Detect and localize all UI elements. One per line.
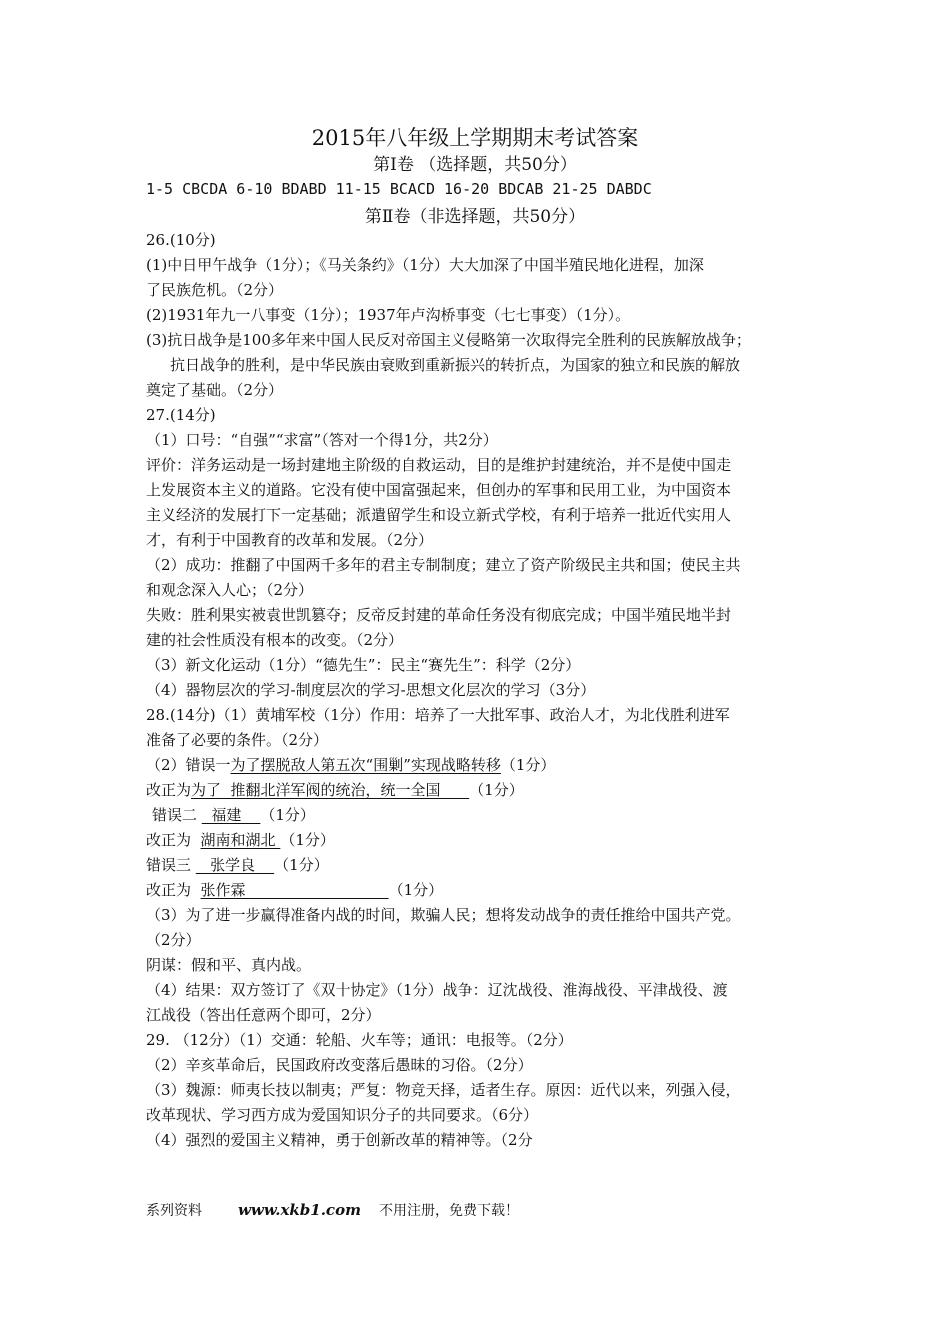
text-line: 改革现状、学习西方成为爱国知识分子的共同要求。（6分）: [146, 1106, 539, 1124]
text-line: （4）结果：双方签订了《双十协定》（1分）战争：辽沈战役、淮海战役、平津战役、渡: [146, 981, 728, 999]
text-line: 阴谋：假和平、真内战。: [146, 956, 312, 974]
label: 错误三: [146, 856, 196, 874]
text-line: 评价：洋务运动是一场封建地主阶级的自救运动，目的是维护封建统治，并不是使中国走: [146, 456, 732, 474]
text-line: 江战役（答出任意两个即可，2分）: [146, 1006, 381, 1024]
underlined-answer: 张作霖: [200, 881, 389, 899]
text-line: (3)抗日战争是100多年来中国人民反对帝国主义侵略第一次取得完全胜利的民族解放战争；: [146, 331, 751, 349]
q28-error-three: [146, 855, 329, 875]
footer-site: www.xkb1.com: [238, 1201, 361, 1219]
text-line: 26.(10分): [146, 231, 216, 249]
text-line: 才，有利于中国教育的改革和发展。（2分）: [146, 531, 434, 549]
text-line: （4）强烈的爱国主义精神，勇于创新改革的精神等。（2分: [146, 1131, 533, 1149]
label: 改正为: [146, 781, 192, 799]
underlined-answer: 张学良: [195, 856, 275, 874]
text-line: （4）器物层次的学习-制度层次的学习-思想文化层次的学习（3分）: [146, 681, 596, 699]
text-line: （2）辛亥革命后，民国政府改变落后愚昧的习俗。（2分）: [146, 1056, 533, 1074]
label: （2）错误一: [146, 756, 231, 774]
part2-heading: 第Ⅱ卷（非选择题，共50分）: [364, 207, 586, 227]
label: 错误二: [152, 806, 202, 824]
q28-error-one: [146, 755, 555, 775]
text-line: 上发展资本主义的道路。它没有使中国富强起来，但创办的军事和民用工业，为中国资本: [146, 481, 732, 499]
text-line: (2)1931年九一八事变（1分）；1937年卢沟桥事变（七七事变）（1分）。: [146, 306, 631, 324]
text-line: 奠定了基础。（2分）: [146, 381, 284, 399]
score: （1分）: [274, 856, 329, 874]
underlined-answer: 为了摆脱敌人第五次“围剿”实现战略转移: [230, 756, 501, 774]
text-line: (1)中日甲午战争（1分）；《马关条约》（1分）大大加深了中国半殖民地化进程，加深: [146, 256, 704, 274]
score: （1分）: [280, 831, 335, 849]
score: （1分）: [388, 881, 444, 899]
label: 改正为: [146, 881, 201, 899]
text-line: 了民族危机。（2分）: [146, 281, 284, 299]
text-line: 28.(14分)（1）黄埔军校（1分）作用：培养了一大批军事、政治人才，为北伐胜利进军: [146, 706, 730, 724]
text-line: 抗日战争的胜利，是中华民族由衰败到重新振兴的转折点，为国家的独立和民族的解放: [170, 356, 741, 374]
page-footer: [146, 1200, 519, 1220]
underlined-answer: 湖南和湖北: [200, 831, 281, 849]
q28-fix-three: [146, 880, 443, 900]
text-line: （1）口号：“自强”“求富”（答对一个得1分，共2分）: [146, 431, 498, 449]
text-line: 失败：胜利果实被袁世凯篡夺；反帝反封建的革命任务没有彻底完成；中国半殖民地半封: [146, 606, 732, 624]
text-line: 准备了必要的条件。（2分）: [146, 731, 329, 749]
underlined-answer: 为了 推翻北洋军阀的统治，统一全国: [191, 781, 470, 799]
text-line: （3）魏源：师夷长技以制夷；严复：物竞天择，适者生存。原因：近代以来，列强入侵，: [146, 1081, 741, 1099]
text-line: 和观念深入人心；（2分）: [146, 581, 314, 599]
part1-heading: 第Ⅰ卷 （选择题，共50分）: [373, 155, 577, 175]
q28-fix-two: [146, 830, 335, 850]
text-line: （3）新文化运动（1分）“德先生”：民主“赛先生”：科学（2分）: [146, 656, 581, 674]
footer-tagline: 不用注册，免费下载！: [378, 1203, 519, 1219]
q28-fix-one: [146, 780, 524, 800]
score: （1分）: [469, 781, 524, 799]
underlined-answer: 福建: [201, 806, 261, 824]
text-line: 建的社会性质没有根本的改变。（2分）: [146, 631, 404, 649]
score: （1分）: [500, 756, 556, 774]
q28-error-two: [152, 805, 315, 825]
text-line: 主义经济的发展打下一定基础；派遣留学生和设立新式学校，有利于培养一批近代实用人: [146, 506, 732, 524]
label: 改正为: [146, 831, 201, 849]
text-line: 29. （12分）（1）交通：轮船、火车等；通讯：电报等。（2分）: [146, 1031, 573, 1049]
text-line: （2分）: [146, 931, 201, 949]
multiple-choice-answers: 1-5 CBCDA 6-10 BDABD 11-15 BCACD 16-20 BDCAB 21-25 DABDC: [146, 180, 652, 198]
text-line: （2）成功：推翻了中国两千多年的君主专制制度；建立了资产阶级民主共和国；使民主共: [146, 556, 741, 574]
page-title: 2015年八年级上学期期末考试答案: [311, 126, 639, 150]
text-line: （3）为了进一步赢得准备内战的时间，欺骗人民；想将发动战争的责任推给中国共产党。: [146, 906, 741, 924]
footer-label: 系列资料: [146, 1203, 202, 1219]
score: （1分）: [260, 806, 315, 824]
text-line: 27.(14分): [146, 406, 216, 424]
